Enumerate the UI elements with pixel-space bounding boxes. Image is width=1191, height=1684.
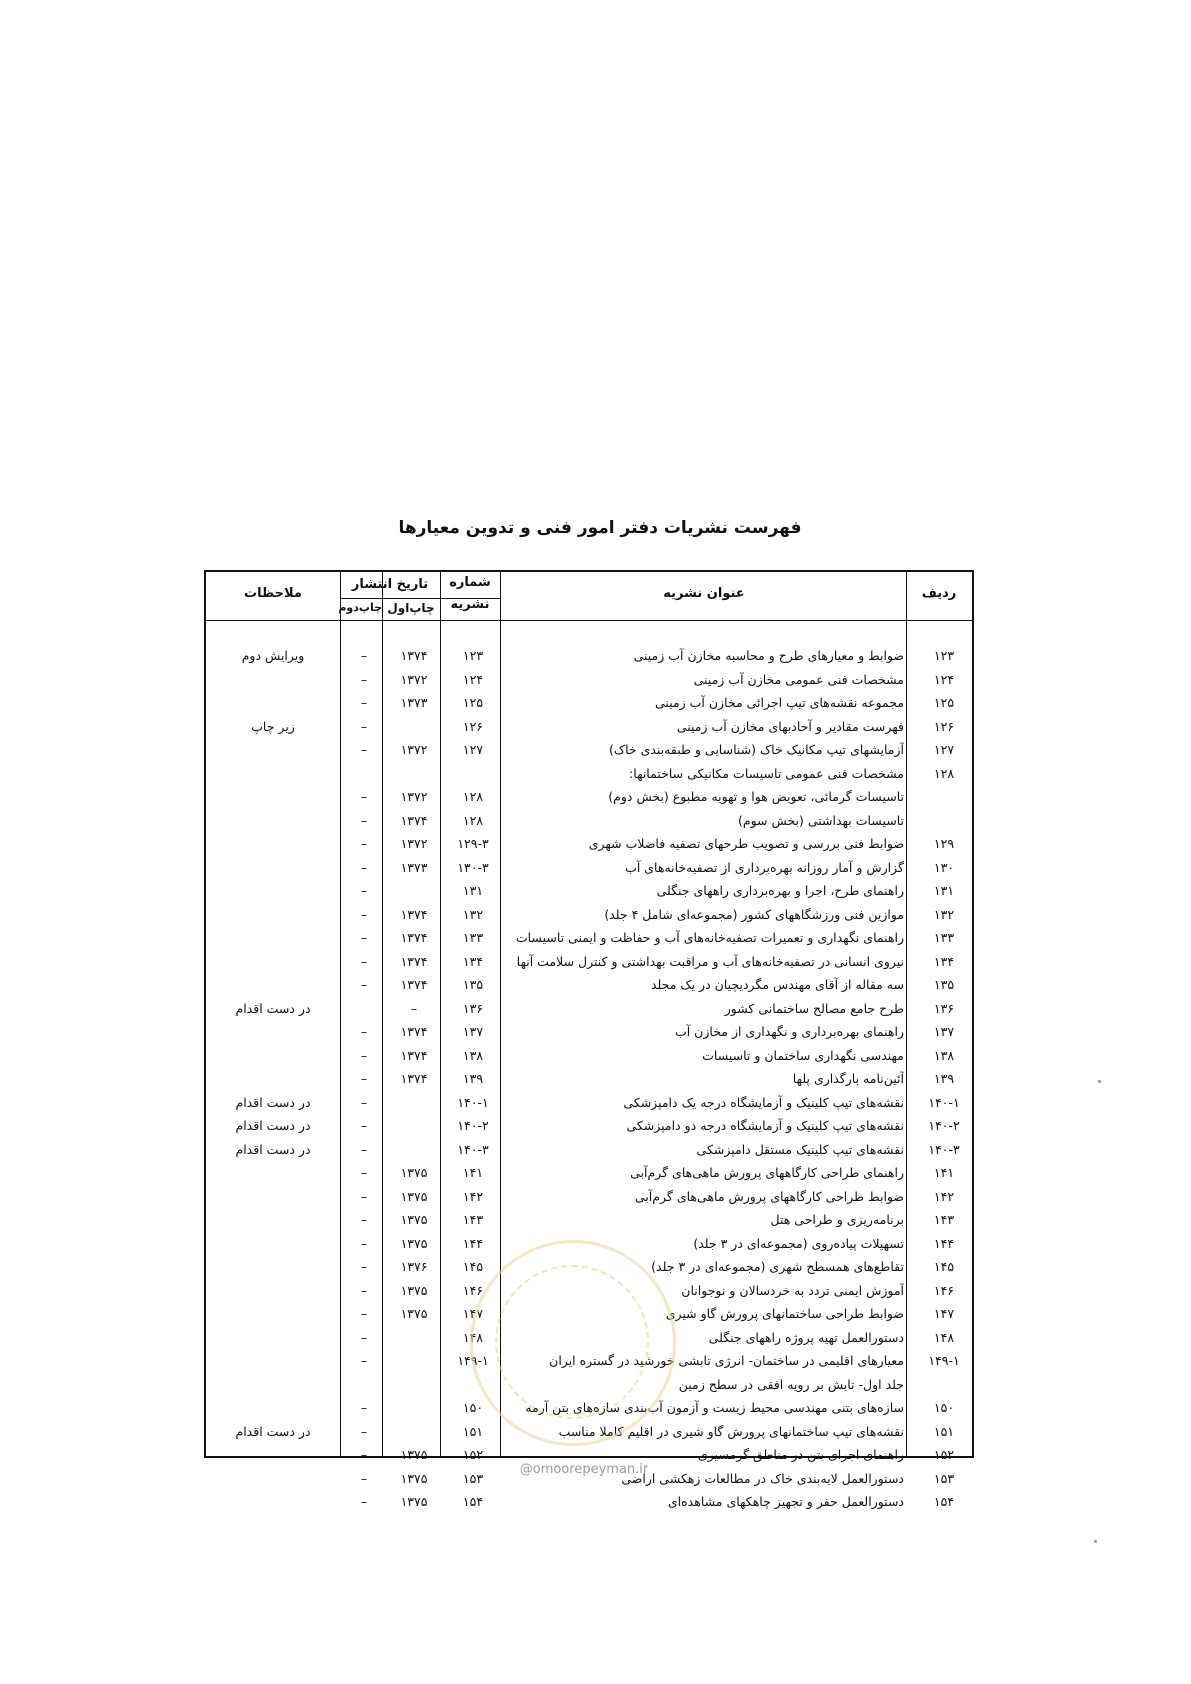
header-pubno-line2: نشریه <box>450 597 490 612</box>
row-second-print: – <box>360 1094 368 1110</box>
row-second-print: – <box>360 1141 368 1157</box>
watermark-text: @omoorepeyman.ir <box>519 1462 649 1477</box>
row-pub-number: ۱۴۲ <box>462 1188 484 1204</box>
row-title: مشخصات فنی عمومی مخازن آب زمینی <box>693 671 904 687</box>
row-second-print: – <box>360 718 368 734</box>
table-row <box>206 832 972 856</box>
row-title: معیارهای اقلیمی در ساختمان- انرژی تابشی خورشید در گستره ایران <box>549 1353 904 1368</box>
row-number: ۱۴۰-۱ <box>928 1094 960 1110</box>
row-title: دستورالعمل حفر و تجهیز چاهکهای مشاهده‌ای <box>667 1494 904 1509</box>
table-row <box>206 1138 972 1162</box>
table-row <box>206 809 972 833</box>
row-number: ۱۵۳ <box>933 1470 955 1486</box>
table-row <box>206 1067 972 1091</box>
header-print2: چاپ‌دوم <box>338 601 382 614</box>
table-row <box>206 644 972 668</box>
row-title: نقشه‌های تیپ ساختمانهای پرورش گاو شیری در اقلیم کاملا مناسب <box>558 1423 904 1439</box>
row-title: نیروی انسانی در تصفیه‌خانه‌های آب و مراقبت بهداشتی و کنترل سلامت آنها <box>516 953 904 969</box>
row-second-print: – <box>360 1400 368 1415</box>
row-title: نقشه‌های تیپ کلینیک مستقل دامپزشکی <box>696 1141 904 1157</box>
row-title: راهنمای طرح، اجرا و بهره‌برداری راههای جنگلی <box>656 883 904 898</box>
row-pub-number: ۱۴۷ <box>462 1306 484 1321</box>
row-number: ۱۴۵ <box>933 1259 955 1274</box>
row-number: ۱۲۷ <box>933 742 955 757</box>
row-remarks: در دست اقدام <box>235 1423 311 1439</box>
row-title: ضوابط فنی بررسی و تصویب طرحهای تصفیه فاضلاب شهری <box>588 836 904 851</box>
row-number: ۱۴۹-۱ <box>928 1353 960 1368</box>
row-second-print: – <box>360 1470 368 1486</box>
row-pub-number: ۱۳۲ <box>462 906 484 922</box>
row-number: ۱۲۹ <box>933 836 955 851</box>
row-pub-number: ۱۴۵ <box>462 1259 484 1274</box>
row-first-print: ۱۳۷۵ <box>400 1212 428 1227</box>
row-title: تاسیسات گرمائی، تعویض هوا و تهویه مطبوع (بخش دوم) <box>608 789 904 804</box>
row-title: راهنمای اجرای بتن در مناطق گرمسیری <box>697 1447 904 1462</box>
row-number: ۱۴۰-۳ <box>928 1141 960 1157</box>
row-pub-number: ۱۴۸ <box>462 1329 484 1345</box>
row-title: نقشه‌های تیپ کلینیک و آزمایشگاه درجه یک دامپزشکی <box>623 1094 904 1110</box>
table-row <box>206 1161 972 1185</box>
row-first-print: ۱۳۷۲ <box>400 742 428 757</box>
row-title: برنامه‌ریزی و طراحی هتل <box>770 1212 904 1227</box>
row-first-print: ۱۳۷۶ <box>400 1259 428 1274</box>
header-remarks: ملاحظات <box>244 586 302 601</box>
row-pub-number: ۱۲۵ <box>462 695 484 710</box>
row-second-print: – <box>360 1024 368 1039</box>
row-second-print: – <box>360 1282 368 1298</box>
row-first-print: ۱۳۷۴ <box>400 812 428 828</box>
header-title: عنوان نشریه <box>663 586 745 601</box>
table-row <box>206 1091 972 1115</box>
row-remarks: در دست اقدام <box>235 1141 311 1157</box>
row-remarks: در دست اقدام <box>235 1000 311 1016</box>
row-first-print: ۱۳۷۲ <box>400 789 428 804</box>
row-remarks: در دست اقدام <box>235 1118 311 1133</box>
row-second-print: – <box>360 1188 368 1204</box>
row-title: تقاطع‌های همسطح شهری (مجموعه‌ای در ۳ جلد) <box>651 1259 904 1274</box>
row-second-print: – <box>360 789 368 804</box>
table-row <box>206 1185 972 1209</box>
row-first-print: ۱۳۷۴ <box>400 1071 428 1086</box>
row-pub-number: ۱۳۹ <box>462 1071 484 1086</box>
row-first-print: – <box>410 1000 418 1016</box>
row-first-print: ۱۳۷۵ <box>400 1188 428 1204</box>
row-title: آموزش ایمنی تردد به خردسالان و نوجوانان <box>681 1282 904 1298</box>
row-remarks: ویرایش دوم <box>241 648 305 663</box>
row-second-print: – <box>360 1306 368 1321</box>
row-number: ۱۲۶ <box>933 718 955 734</box>
table-row <box>206 1490 972 1514</box>
header-pubdate: تاریخ انتشار <box>351 577 429 592</box>
row-title: فهرست مقادیر و آحادبهای مخازن آب زمینی <box>676 718 904 734</box>
row-title: ضوابط طراحی کارگاههای پرورش ماهی‌های گرم‌آبی <box>634 1188 904 1204</box>
table-row <box>206 997 972 1021</box>
row-first-print: ۱۳۷۴ <box>400 906 428 922</box>
row-first-print: ۱۳۷۴ <box>400 1047 428 1063</box>
row-title: جلد اول- تابش بر رویه افقی در سطح زمین <box>678 1376 904 1392</box>
row-second-print: – <box>360 1353 368 1368</box>
row-title: راهنمای طراحی کارگاههای پرورش ماهی‌های گرم‌آبی <box>630 1165 904 1180</box>
row-pub-number: ۱۳۴ <box>462 953 484 969</box>
header-bottom-line <box>206 620 972 621</box>
row-title: راهنمای بهره‌برداری و نگهداری از مخازن آب <box>674 1024 904 1039</box>
row-pub-number: ۱۳۵ <box>462 977 484 992</box>
row-first-print: ۱۳۷۴ <box>400 977 428 992</box>
row-second-print: – <box>360 977 368 992</box>
row-first-print: ۱۳۷۵ <box>400 1447 428 1462</box>
row-number: ۱۲۵ <box>933 695 955 710</box>
row-pub-number: ۱۴۴ <box>462 1235 484 1251</box>
row-title: موازین فنی ورزشگاههای کشور (مجموعه‌ای شامل ۴ جلد) <box>604 906 904 922</box>
row-second-print: – <box>360 1423 368 1439</box>
row-number: ۱۴۳ <box>933 1212 955 1227</box>
row-second-print: – <box>360 742 368 757</box>
table-row <box>206 973 972 997</box>
row-title: آزمایشهای تیپ مکانیک خاک (شناسایی و طبقه‌بندی خاک) <box>609 742 904 757</box>
table-row <box>206 715 972 739</box>
table-row <box>206 738 972 762</box>
row-pub-number: ۱۳۰-۳ <box>457 859 489 875</box>
table-row <box>206 762 972 786</box>
row-title: تاسیسات بهداشتی (بخش سوم) <box>737 812 904 828</box>
header-row-no: ردیف <box>921 586 957 601</box>
row-first-print: ۱۳۷۴ <box>400 930 428 945</box>
row-number: ۱۲۳ <box>933 648 955 663</box>
row-pub-number: ۱۲۷ <box>462 742 484 757</box>
row-title: سازه‌های بتنی مهندسی محیط زیست و آزمون آب‌بندی سازه‌های بتن آرمه <box>525 1400 904 1415</box>
row-title: ضوابط طراحی ساختمانهای پرورش گاو شیری <box>665 1306 904 1321</box>
header-print1: چاپ‌اول <box>387 601 435 615</box>
row-first-print: ۱۳۷۴ <box>400 1024 428 1039</box>
row-number: ۱۴۱ <box>933 1165 955 1180</box>
row-pub-number: ۱۴۶ <box>462 1282 484 1298</box>
row-pub-number: ۱۲۹-۳ <box>457 836 489 851</box>
scan-speck <box>1094 1540 1097 1543</box>
row-number: ۱۵۴ <box>933 1494 955 1509</box>
row-title: ضوابط و معیارهای طرح و محاسبه مخازن آب زمینی <box>633 648 904 663</box>
row-first-print: ۱۳۷۴ <box>400 953 428 969</box>
row-second-print: – <box>360 1329 368 1345</box>
row-number: ۱۴۲ <box>933 1188 955 1204</box>
row-pub-number: ۱۴۰-۲ <box>457 1118 489 1133</box>
row-second-print: – <box>360 859 368 875</box>
table-row <box>206 785 972 809</box>
row-second-print: – <box>360 695 368 710</box>
row-number: ۱۳۵ <box>933 977 955 992</box>
row-number: ۱۴۶ <box>933 1282 955 1298</box>
row-first-print: ۱۳۷۲ <box>400 671 428 687</box>
row-second-print: – <box>360 1212 368 1227</box>
row-number: ۱۳۷ <box>933 1024 955 1039</box>
row-title: راهنمای نگهداری و تعمیرات تصفیه‌خانه‌های آب و حفاظت و ایمنی تاسیسات <box>515 930 904 945</box>
header-pubno-line1: شماره <box>449 575 491 590</box>
row-pub-number: ۱۴۹-۱ <box>457 1353 489 1368</box>
row-number: ۱۳۴ <box>933 953 955 969</box>
table-row <box>206 1044 972 1068</box>
row-pub-number: ۱۵۴ <box>462 1494 484 1509</box>
row-pub-number: ۱۳۳ <box>462 930 484 945</box>
row-pub-number: ۱۵۱ <box>462 1423 484 1439</box>
row-first-print: ۱۳۷۵ <box>400 1235 428 1251</box>
page-title: فهرست نشریات دفتر امور فنی و تدوین معیارها <box>398 518 802 538</box>
row-first-print: ۱۳۷۵ <box>400 1165 428 1180</box>
row-second-print: – <box>360 1118 368 1133</box>
row-pub-number: ۱۴۳ <box>462 1212 484 1227</box>
row-second-print: – <box>360 1047 368 1063</box>
scan-speck <box>1098 1080 1101 1083</box>
row-number: ۱۳۳ <box>933 930 955 945</box>
row-second-print: – <box>360 930 368 945</box>
row-number: ۱۵۰ <box>933 1400 955 1415</box>
row-second-print: – <box>360 812 368 828</box>
row-pub-number: ۱۴۱ <box>462 1165 484 1180</box>
row-pub-number: ۱۲۸ <box>462 789 484 804</box>
table-row <box>206 1114 972 1138</box>
row-title: دستورالعمل لایه‌بندی خاک در مطالعات زهکشی اراضی <box>621 1470 904 1486</box>
row-number: ۱۳۰ <box>933 859 955 875</box>
row-pub-number: ۱۵۲ <box>462 1447 484 1462</box>
seal-stamp <box>470 1240 676 1446</box>
row-title: مشخصات فنی عمومی تاسیسات مکانیکی ساختمانها: <box>629 765 904 781</box>
table-row <box>206 1020 972 1044</box>
row-first-print: ۱۳۷۳ <box>400 859 428 875</box>
row-pub-number: ۱۳۱ <box>462 883 484 898</box>
row-second-print: – <box>360 836 368 851</box>
row-number: ۱۵۱ <box>933 1423 955 1439</box>
row-second-print: – <box>360 1494 368 1509</box>
row-title: تسهیلات پیاده‌روی (مجموعه‌ای در ۳ جلد) <box>693 1235 904 1251</box>
row-pub-number: ۱۲۴ <box>462 671 484 687</box>
row-pub-number: ۱۳۶ <box>462 1000 484 1016</box>
row-second-print: – <box>360 648 368 663</box>
row-number: ۱۴۰-۲ <box>928 1118 960 1133</box>
row-number: ۱۵۲ <box>933 1447 955 1462</box>
row-first-print: ۱۳۷۵ <box>400 1282 428 1298</box>
row-second-print: – <box>360 671 368 687</box>
row-remarks: در دست اقدام <box>235 1094 311 1110</box>
row-first-print: ۱۳۷۵ <box>400 1470 428 1486</box>
row-number: ۱۳۸ <box>933 1047 955 1063</box>
row-pub-number: ۱۵۰ <box>462 1400 484 1415</box>
row-second-print: – <box>360 953 368 969</box>
table-row <box>206 691 972 715</box>
table-row <box>206 926 972 950</box>
row-number: ۱۲۴ <box>933 671 955 687</box>
row-second-print: – <box>360 1259 368 1274</box>
table-row <box>206 879 972 903</box>
row-second-print: – <box>360 1071 368 1086</box>
row-number: ۱۳۲ <box>933 906 955 922</box>
row-number: ۱۳۶ <box>933 1000 955 1016</box>
row-first-print: ۱۳۷۲ <box>400 836 428 851</box>
row-number: ۱۴۷ <box>933 1306 955 1321</box>
row-pub-number: ۱۲۶ <box>462 718 484 734</box>
table-row <box>206 1208 972 1232</box>
row-title: مهندسی نگهداری ساختمان و تاسیسات <box>702 1047 904 1063</box>
row-title: گزارش و آمار روزانه بهره‌برداری از تصفیه‌خانه‌های آب <box>625 859 904 875</box>
row-number: ۱۳۱ <box>933 883 955 898</box>
row-title: آئین‌نامه بارگذاری پلها <box>792 1071 904 1086</box>
row-title: دستورالعمل تهیه پروژه راههای جنگلی <box>708 1329 904 1345</box>
table-row <box>206 668 972 692</box>
table-row <box>206 903 972 927</box>
row-first-print: ۱۳۷۳ <box>400 695 428 710</box>
row-second-print: – <box>360 906 368 922</box>
row-pub-number: ۱۳۸ <box>462 1047 484 1063</box>
row-number: ۱۴۸ <box>933 1329 955 1345</box>
row-second-print: – <box>360 1165 368 1180</box>
row-second-print: – <box>360 1235 368 1251</box>
row-number: ۱۴۴ <box>933 1235 955 1251</box>
row-pub-number: ۱۵۳ <box>462 1470 484 1486</box>
row-first-print: ۱۳۷۴ <box>400 648 428 663</box>
row-pub-number: ۱۴۰-۳ <box>457 1141 489 1157</box>
row-remarks: زیر چاپ <box>251 718 295 734</box>
row-title: سه مقاله از آقای مهندس مگردیچیان در یک مجلد <box>650 977 904 992</box>
row-second-print: – <box>360 883 368 898</box>
row-pub-number: ۱۴۰-۱ <box>457 1094 489 1110</box>
row-pub-number: ۱۳۷ <box>462 1024 484 1039</box>
row-number: ۱۲۸ <box>933 765 955 781</box>
row-first-print: ۱۳۷۵ <box>400 1306 428 1321</box>
row-second-print: – <box>360 1447 368 1462</box>
row-title: طرح جامع مصالح ساختمانی کشور <box>724 1000 904 1016</box>
row-title: نقشه‌های تیپ کلینیک و آزمایشگاه درجه دو دامپزشکی <box>626 1118 904 1133</box>
table-row <box>206 950 972 974</box>
row-first-print: ۱۳۷۵ <box>400 1494 428 1509</box>
row-pub-number: ۱۲۸ <box>462 812 484 828</box>
row-title: مجموعه نقشه‌های تیپ اجرائی مخازن آب زمینی <box>654 695 904 710</box>
row-pub-number: ۱۲۳ <box>462 648 484 663</box>
row-number: ۱۳۹ <box>933 1071 955 1086</box>
table-row <box>206 856 972 880</box>
